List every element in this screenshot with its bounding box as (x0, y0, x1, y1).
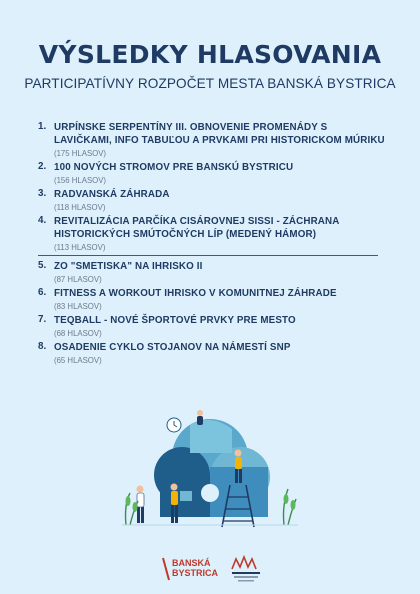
vote-count: (68 HLASOV) (54, 329, 102, 338)
item-number: 6. (38, 287, 47, 298)
vote-count: (118 HLASOV) (54, 203, 106, 212)
project-name: OSADENIE CYKLO STOJANOV NA NÁMESTÍ SNP (54, 342, 291, 353)
project-name: URPÍNSKE SERPENTÍNY III. OBNOVENIE PROMENÁDY S LAVIČKAMI, INFO TABUĽOU A PRVKAMI PRI HISTORICKOM MÚRIKU (54, 122, 385, 146)
item-number: 3. (38, 188, 47, 199)
vote-count: (156 HLASOV) (54, 176, 107, 185)
item-number: 5. (38, 260, 47, 271)
vote-count: (175 HLASOV) (54, 149, 107, 158)
list-item (38, 188, 388, 213)
list-item (38, 260, 388, 285)
item-number: 2. (38, 161, 47, 172)
project-name: 100 NOVÝCH STROMOV PRE BANSKÚ BYSTRICU (54, 162, 294, 173)
project-name: FITNESS A WORKOUT IHRISKO V KOMUNITNEJ ZÁHRADE (54, 288, 337, 299)
page-subtitle: PARTICIPATÍVNY ROZPOČET MESTA BANSKÁ BYSTRICA (24, 76, 396, 91)
results-list (38, 121, 388, 368)
city-logo-text (172, 558, 218, 578)
list-item (38, 314, 388, 339)
list-item (38, 121, 388, 159)
puzzle-team-illustration (120, 405, 300, 533)
item-number: 1. (38, 121, 47, 132)
project-name: RADVANSKÁ ZÁHRADA (54, 189, 170, 200)
project-name: REVITALIZÁCIA PARČÍKA CISÁROVNEJ SISSI - ZÁCHRANA HISTORICKÝCH SMÚTOČNÝCH LÍP (MEDENÝ HÁMOR) (54, 216, 340, 240)
vote-count: (113 HLASOV) (54, 243, 106, 252)
item-number: 7. (38, 314, 47, 325)
footer-logos (0, 555, 420, 583)
page-title: VÝSLEDKY HLASOVANIA (38, 40, 382, 69)
funding-cutoff-divider (38, 255, 378, 256)
item-number: 8. (38, 341, 47, 352)
logo-line-2: BYSTRICA (172, 568, 219, 578)
logo-line-1: BANSKÁ (172, 558, 211, 568)
city-logo-mark (162, 557, 170, 581)
participatory-budget-logo (228, 555, 264, 583)
item-number: 4. (38, 215, 47, 226)
list-item (38, 215, 388, 253)
list-item (38, 341, 388, 366)
project-name: ZO "SMETISKA" NA IHRISKO II (54, 261, 203, 272)
vote-count: (65 HLASOV) (54, 356, 102, 365)
list-item (38, 161, 388, 186)
vote-count: (87 HLASOV) (54, 275, 102, 284)
project-name: TEQBALL - NOVÉ ŠPORTOVÉ PRVKY PRE MESTO (54, 315, 296, 326)
list-item (38, 287, 388, 312)
vote-count: (83 HLASOV) (54, 302, 102, 311)
